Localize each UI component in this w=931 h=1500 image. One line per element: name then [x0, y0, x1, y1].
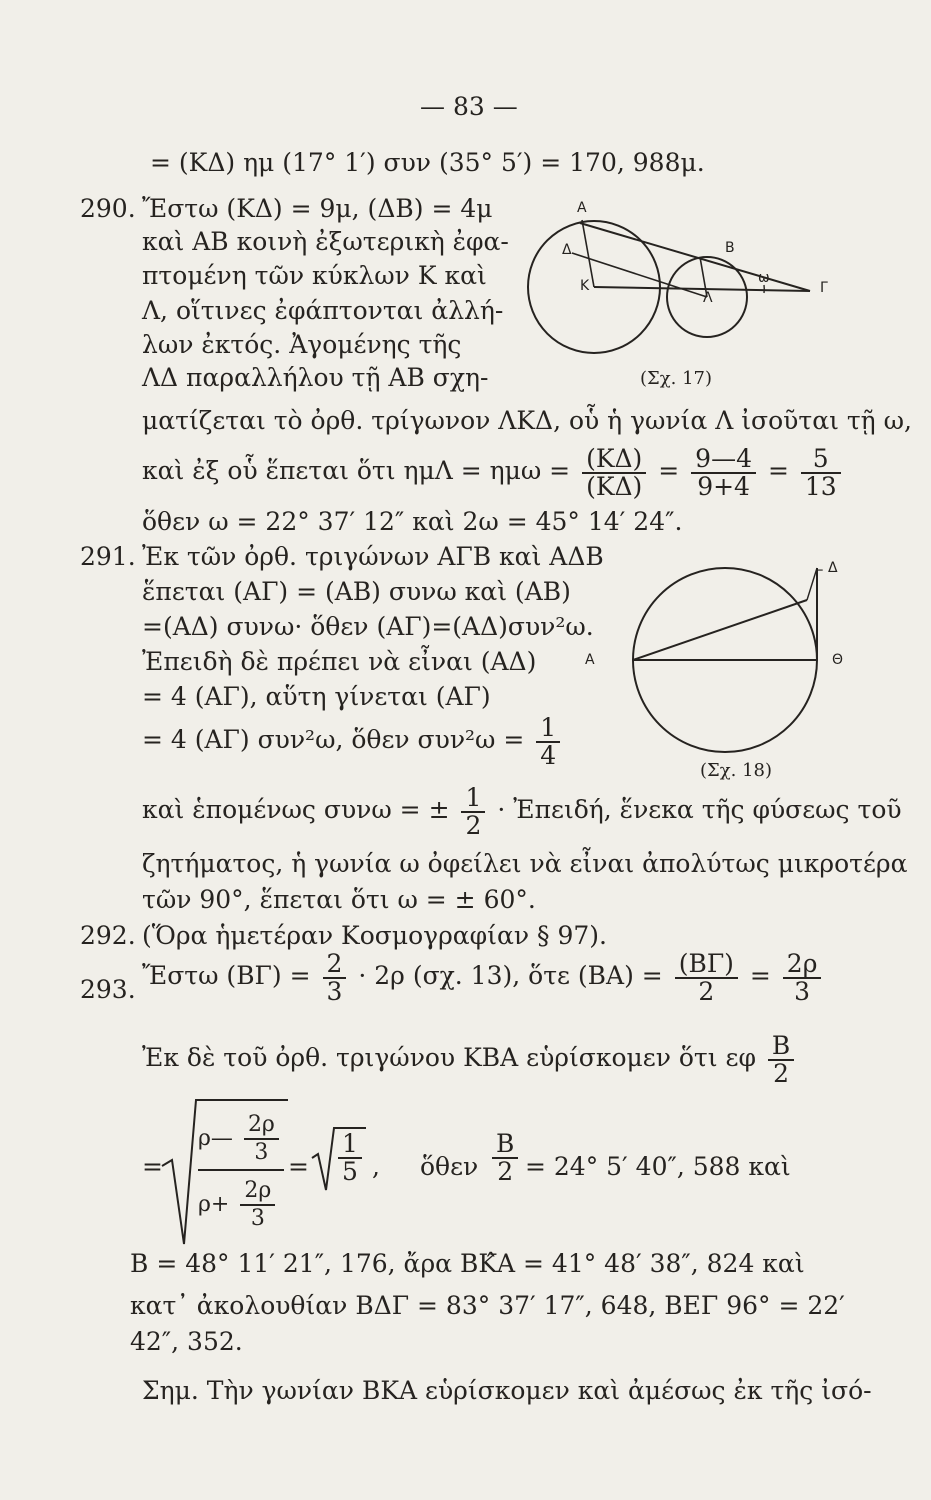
equation-line — [488, 1128, 522, 1185]
fraction-numerator: Β — [492, 1131, 518, 1159]
page-number: — 83 — — [420, 92, 518, 121]
fig17-caption: (Σχ. 17) — [640, 368, 713, 389]
radicand-numerator — [198, 1112, 283, 1166]
text-line: κατ᾽ ἀκολουθίαν ΒΔΓ = 83° 37′ 17″, 648, ΒΕΓ 96° = 22′ — [130, 1291, 845, 1320]
fraction-denominator: 3 — [250, 1206, 265, 1231]
fraction — [675, 948, 738, 1006]
fraction — [240, 1178, 275, 1232]
fraction-numerator: 5 — [801, 446, 841, 474]
equation-text: · Ἐπειδή, ἕνεκα τῆς φύσεως τοῦ — [497, 795, 902, 824]
fraction — [461, 782, 485, 840]
fig17-label-A: Α — [577, 200, 587, 216]
fraction — [323, 948, 347, 1006]
fraction-bar — [198, 1169, 284, 1171]
fig18-label-Th: Θ — [832, 652, 844, 668]
radicand-denominator — [198, 1178, 279, 1232]
text-line: τῶν 90°, ἕπεται ὅτι ω = ± 60°. — [142, 885, 536, 914]
equation-line — [142, 1030, 798, 1087]
fraction-denominator: 4 — [540, 740, 557, 770]
fig18-label-G: Γ — [815, 568, 823, 584]
fraction — [768, 1030, 794, 1088]
text-line: =(ΑΔ) συνω· ὅθεν (ΑΓ)=(ΑΔ)συν²ω. — [142, 612, 594, 641]
fraction-denominator: 2 — [698, 976, 715, 1006]
text-line: Λ, οἵτινες ἐφάπτονται ἀλλή- — [142, 296, 504, 325]
fraction-denominator: 5 — [342, 1156, 358, 1186]
fraction-denominator: 2 — [497, 1156, 514, 1186]
section-number: 292. — [80, 921, 136, 950]
fraction-numerator: 2 — [323, 951, 347, 979]
equation-text: ρ+ — [198, 1192, 230, 1217]
text-line: (Ὅρα ἡμετέραν Κοσμογραφίαν § 97). — [142, 921, 607, 950]
text-line: Β = 48° 11′ 21″, 176, ἄρα ΒΚ̂Α = 41° 48′ 38″, 824 καὶ — [130, 1249, 805, 1278]
equation-line: = (ΚΔ) ημ (17° 1′) συν (35° 5′) = 170, 988μ. — [150, 148, 705, 177]
equation-text: Ἐκ δὲ τοῦ ὀρθ. τριγώνου ΚΒΑ εὑρίσκομεν ὅτι εφ — [142, 1043, 756, 1072]
fraction — [801, 443, 841, 501]
fraction-numerator: 9—4 — [691, 446, 756, 474]
text-line: πτομένη τῶν κύκλων Κ καὶ — [142, 261, 487, 290]
text-line: ματίζεται τὸ ὀρθ. τρίγωνον ΛΚΔ, οὗ ἡ γωνία Λ ἰσοῦται τῇ ω, — [142, 406, 912, 435]
equation-text: ρ— — [198, 1126, 233, 1151]
fraction-numerator: 1 — [536, 715, 560, 743]
fraction-denominator: 9+4 — [697, 471, 750, 501]
equation-text: = 4 (ΑΓ) συν²ω, ὅθεν συν²ω = — [142, 725, 525, 754]
fraction-denominator: 3 — [254, 1140, 269, 1165]
fraction — [492, 1128, 518, 1186]
fig17-label-G: Γ — [820, 280, 828, 296]
fraction — [536, 712, 560, 770]
fig18-label-A: Α — [585, 652, 595, 668]
fig17-label-K: Κ — [580, 278, 590, 294]
text-line: ΛΔ παραλλήλου τῇ ΑΒ σχη- — [142, 363, 489, 392]
fig17-label-D: Δ — [562, 242, 572, 258]
text-line: Ἐπειδὴ δὲ πρέπει νὰ εἶναι (ΑΔ) — [142, 647, 537, 676]
fraction-numerator: 2ρ — [783, 951, 822, 979]
figure-18 — [595, 560, 855, 760]
fraction-denominator: 13 — [804, 471, 837, 501]
fraction — [244, 1112, 279, 1166]
fraction — [691, 443, 756, 501]
equation-text: = 24° 5′ 40″, 588 καὶ — [525, 1152, 791, 1181]
fig17-label-w: ω — [758, 270, 770, 286]
fraction — [582, 443, 646, 501]
text-line: λων ἐκτός. Ἀγομένης τῆς — [142, 330, 462, 359]
section-number: 290. — [80, 194, 136, 223]
fraction-denominator: 3 — [326, 976, 343, 1006]
equation-line — [142, 712, 564, 769]
note-line: Σημ. Τὴν γωνίαν ΒΚΑ εὑρίσκομεν καὶ ἀμέσως ἐκ τῆς ἰσό- — [142, 1376, 872, 1405]
fraction-denominator: 2 — [773, 1058, 790, 1088]
fraction-numerator: 2ρ — [240, 1178, 275, 1206]
fig17-label-B: Β — [725, 240, 735, 256]
section-number: 293. — [80, 975, 136, 1004]
fraction-numerator: 1 — [461, 785, 485, 813]
equation-line: Ἔστω (ΒΓ) = $\frac{2}{3}$ · 2ρ (σχ. 13), ὅτε (ΒΑ) = $\frac{(B\Gamma)}{2}$ = $\frac{2\rho}{3}$ — [142, 948, 825, 1005]
fraction-denominator: (ΚΔ) — [586, 471, 643, 501]
equation-text: = — [288, 1152, 309, 1181]
fraction-numerator: (ΒΓ) — [675, 951, 738, 979]
text-line: ἕπεται (ΑΓ) = (ΑΒ) συνω καὶ (ΑΒ) — [142, 577, 571, 606]
text-line: ὅθεν ω = 22° 37′ 12″ καὶ 2ω = 45° 14′ 24″. — [142, 507, 683, 536]
equation-line: καὶ ἐξ οὗ ἕπεται ὅτι ημΛ = ημω = $\frac{(K\Delta)}{(K\Delta)}$ = $\frac{9—4}{9+4}$ = $\frac{5}{13}$ — [142, 440, 845, 502]
fraction-numerator: Β — [768, 1033, 794, 1061]
fraction-numerator: 2ρ — [244, 1112, 279, 1140]
fraction-numerator: 1 — [338, 1131, 362, 1159]
fig17-label-L: Λ — [703, 290, 713, 306]
equation-text: Ἔστω (ΒΓ) = — [142, 961, 311, 990]
text-line: Ἐκ τῶν ὀρθ. τριγώνων ΑΓΒ καὶ ΑΔΒ — [142, 542, 604, 571]
fraction-denominator: 3 — [794, 976, 811, 1006]
equation-line — [142, 782, 902, 839]
equation-text: = — [142, 1152, 163, 1181]
fraction — [338, 1128, 362, 1186]
text-line: 42″, 352. — [130, 1327, 243, 1356]
text-line: Ἔστω (ΚΔ) = 9μ, (ΔΒ) = 4μ — [142, 194, 493, 223]
fig18-label-D: Δ — [828, 560, 838, 576]
figure-17 — [520, 205, 840, 365]
equation-text: καὶ ἑπομένως συνω = ± — [142, 795, 450, 824]
equation-text: , — [372, 1152, 380, 1181]
equation-text: καὶ ἐξ οὗ ἕπεται ὅτι ημΛ = ημω = — [142, 456, 571, 485]
fraction-numerator: (ΚΔ) — [582, 446, 646, 474]
equation-text: · 2ρ (σχ. 13), ὅτε (ΒΑ) = — [358, 961, 663, 990]
fig18-caption: (Σχ. 18) — [700, 760, 773, 781]
equation-text: ὅθεν — [420, 1152, 479, 1181]
text-line: ζητήματος, ἡ γωνία ω ὀφείλει νὰ εἶναι ἀπολύτως μικροτέρα — [142, 849, 908, 878]
text-line: = 4 (ΑΓ), αὕτη γίνεται (ΑΓ) — [142, 682, 491, 711]
fraction — [783, 948, 822, 1006]
fraction-denominator: 2 — [465, 810, 482, 840]
section-number: 291. — [80, 542, 136, 571]
text-line: καὶ ΑΒ κοινὴ ἐξωτερικὴ ἐφα- — [142, 227, 509, 256]
equation-line — [334, 1128, 366, 1185]
